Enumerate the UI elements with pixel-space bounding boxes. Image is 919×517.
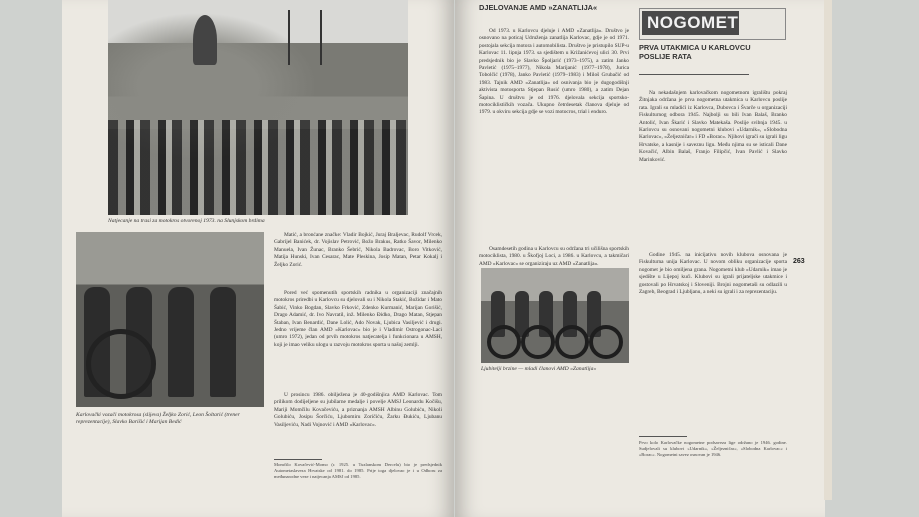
section-header-box: [639, 8, 786, 40]
book-edge: [824, 0, 832, 500]
riders-photo: [76, 232, 264, 407]
crowd-shape: [108, 120, 408, 215]
zanatlija-body-paragraph-1: Od 1973. u Karlovcu djeluje i AMD »Zanatlija«. Društvo je osnovano na poticaj Udruženja zanatlija Karlovac, gdje je od 1971. postojala sekcija motora i automobilista. Društvo je pristupilo SUP-u Karlovac 11. lipnja 1973. sa sjedištem u Križanićevoj ulici 30. Prvi predsjednik bio je Slavko Špoljarić (1973–1975), a zatim Janko Pavletić (1975–1977), Nikola Marijanić (1977–1978), Jurica Tobolčić (1978), Janko Pavletić (1979–1983) i Miloš Grubačić od 1983. Tajnik AMD »Zanatlija« od osnivanja bio je dugogodišnji aktivista motosporta Stjepan Rusić (umro 1980), a zatim Dejan Šapina. U društvu je od 1976. djelovala sekcija sportsko-motociklističkih vozača. Ukupno četrdesetak članova djeluje od 1979. u okviru sekcija gdje se vozi motocros, trial i enduro.: [479, 28, 629, 116]
rider-figure: [210, 287, 236, 397]
tree-shape: [193, 15, 217, 65]
motorcycle-wheel: [555, 325, 589, 359]
motorcycle-wheel: [589, 325, 623, 359]
footnote-rule: [274, 459, 322, 460]
rider-figure: [168, 287, 194, 397]
left-footnote: Momčilo Kovačević-Momo (r. 1925. u Tuzlanskom Dercelu) bio je predsjednik Autometaslaveza Hrvatske od 1981. do 1985. Prije toga djelovao je i u Odboru za međunarodne veze i natjecanja AMSJ od 1985.: [274, 462, 442, 479]
riders-photo-caption: Karlovački vozači motokrosa (slijeva) Željko Zorić, Leon Šoltarić (trener reprezentacije), Slavko Barišić i Marijan Bedić: [76, 412, 240, 426]
tower-shape: [288, 10, 322, 65]
page-number: 263: [793, 258, 805, 265]
left-body-paragraph-3: U prosincu 1986. obilježena je 40-godišnjica AMD Karlovac. Tom prilikom dodijeljene su jubilarne medalje i povelje AMSJ Leonardu Kočišu, Mariji Momčilu Kovačeviću, a priznanja AMSH Albinu Golubiću, Nikoli Golubiću, Josipu Šorčiću, Ljubomiru Zoričiću, Žarku Đukiću, Ljubanu Vasiljeviću, Nadi Vojnović i AMD »Karlovac«.: [274, 392, 442, 428]
zanatlija-members-photo: [481, 268, 629, 363]
left-page: [62, 0, 454, 517]
left-body-paragraph-1: Matić, a bronćane značke: Vladir Bojkić, Juraj Braljevac, Rudolf Vrcek, Gabrijel Banićek, dr. Vojislav Petrović, Božo Brakus, Ratko Šavor, Milenko Manuela, Ivan Žunac, Branko Šebrić, Nikola Badrovac, Boro Vitković, Matija Hunski, Ivan Cesarac, Mate Pleskina, Josip Matan, Petar Kokalj i Željko Zorić.: [274, 232, 442, 268]
motocross-crowd-photo: [108, 0, 408, 215]
motorcycle-wheel: [86, 329, 156, 399]
section-header-label: NOGOMET: [642, 11, 739, 35]
football-article-title: PRVA UTAKMICA U KARLOVCU POSLIJE RATA: [639, 43, 751, 61]
section-title-zanatlija: DJELOVANJE AMD »ZANATLIJA«: [479, 3, 598, 12]
zanatlija-photo-caption: Ljubitelji brzine — mladi članovi AMD »Zanatlija«: [481, 366, 597, 372]
football-body-paragraph-2: Godine 1945. na inicijativu novih klubova osnovana je Fiskulturna unija Karlovac. U novom obliku organizacije sporta nogomet je bio omiljena grana. Nogometni klub »Udarnik« imao je sjedište u Lijepoj kući. Klubovi su igrali prijateljske utakmice i gostovali po Hrvatskoj i Sloveniji. Brojni nogometaši su odlazili u Zagreb, Beograd i Ljubljanu, a neki su igrali i za reprezentaciju.: [639, 252, 787, 296]
motorcycle-wheel: [487, 325, 521, 359]
football-footnote: Prvo kolo Karlovačke nogometne podsaveza lige održano je 1946. godine. Sudjelovali su klubovi »Udarnik«, »Željezničar«, »Slobodna Karlovac« i »Borac«. Nogometni savez osnovan je 1946.: [639, 440, 787, 457]
motorcycle-wheel: [521, 325, 555, 359]
footnote-rule: [639, 436, 687, 437]
left-body-paragraph-2: Pored već spomenutih sportskih radnika u organizaciji značajnih motokros priredbi u Karlovcu su djelovali su i Nikola Stakić, Božidar i Mato Šabić, Vinko Bogdan, Slavko Frković, Zdenko Kurmanić, Marijan Gorišić, Drago Adamić, dr. Ivo Navratil, inž. Milenko Đidko, Drago Matan, Stjepan Štaban, Ivan Benardić, Dane Lolić, Ado Novak, Ljubica Vasiljević i drugi. Jedno vrijeme član AMD »Karlovac« bio je i Vladimir Ostrogonac-Laci (umro 1972), jedan od prvih motokros natjecatelja i funkcionara u AMSH, koji je imao veliku ulogu u razvoju motokros sporta u našoj zemlji.: [274, 290, 442, 348]
top-photo-caption: Natjecanje na trasi za motokros otvorenoj 1973. na Slunjskom brdima: [108, 218, 265, 224]
zanatlija-body-paragraph-2: Osamdesetih godina u Karlovcu su održana tri učilišna sportskih motociklista, 1980. u Škofjoj Loci, a 1986. u Karlovcu, a takmičari AMD »Karlovac« se organiziraju uz AMD »Zanatlija«.: [479, 246, 629, 266]
right-page: [455, 0, 825, 517]
title-rule: [639, 74, 749, 75]
football-body-paragraph-1: Na nekadašnjem karlovačkom nogometnom igralištu pokraj Žitnjaka održana je prva nogometna utakmica u Karlovcu poslije rata. Igrali su mladići iz Karlovca, Dubovca i Švarče u organizaciji Fiskulturnog odbora 1945. Najbolji su bili Ivan Balaš, Branko Antolić, Ivan Škarić i Slavko Matekaša. Poslije svibnja 1945. u Karlovcu su osnovani nogometni klubovi »Udarnik«, »Slobodna Karlovac«, »Željezničar« i FD »Borac«. Njihovi igrači su igrali ligu Hrvatske, a kasnije i saveznu ligu. Među njima su se isticali Dane Kovačić, Albin Balaš, Franjo Filipčić, Ivan Pavlić i Slavko Marinković.: [639, 90, 787, 163]
